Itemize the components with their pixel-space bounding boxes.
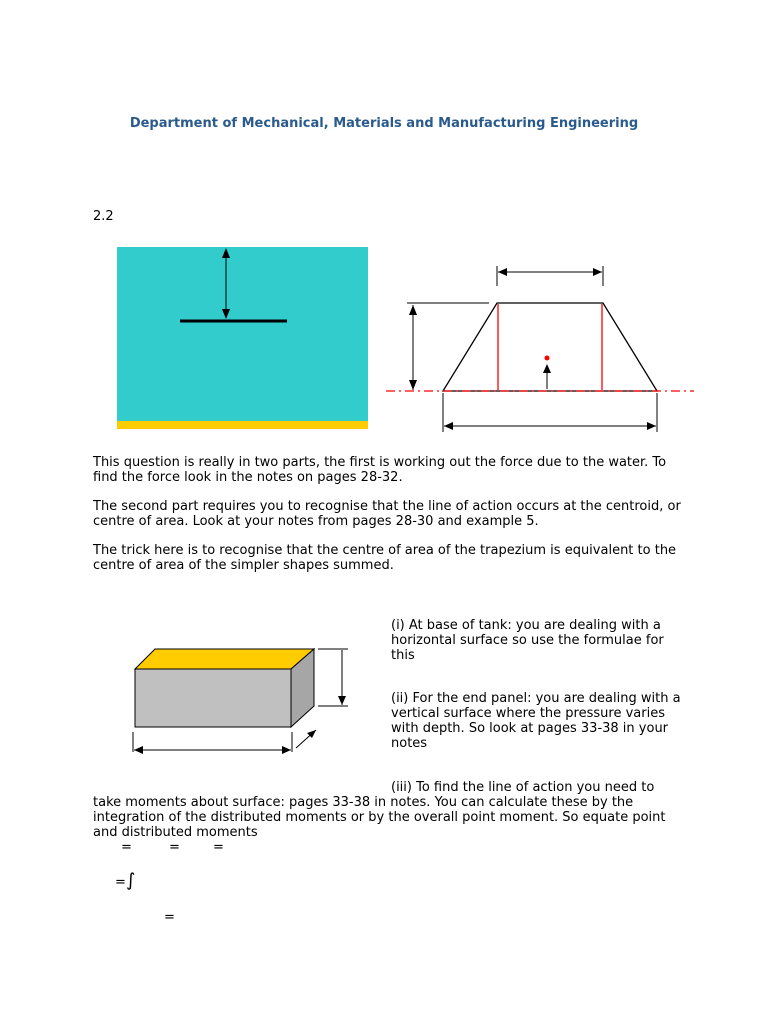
integral-sign: ∫ — [126, 870, 136, 891]
box-figure — [128, 644, 352, 756]
paragraph-line-of-action: The second part requires you to recognise that the line of action occurs at the centroid, or centre of area. Look at your notes from pages 28-30 and example 5. — [93, 499, 681, 529]
trapezium-figure — [384, 262, 696, 436]
trapezium-panel — [443, 303, 657, 391]
box-top-face — [135, 649, 314, 669]
centroid-dot — [545, 356, 550, 361]
box-height-arrow-icon — [318, 649, 348, 706]
centroid-arrow-icon — [543, 364, 551, 389]
tank-base — [117, 421, 368, 429]
department-header: Department of Mechanical, Materials and Manufacturing Engineering — [129, 116, 639, 131]
water-region — [117, 247, 368, 421]
equals-sign-3: = — [213, 840, 224, 855]
box-length-arrow-icon — [133, 732, 292, 754]
step-base-of-tank: (i) At base of tank: you are dealing with a horizontal surface so use the formulae for this — [391, 618, 664, 663]
step-end-panel: (ii) For the end panel: you are dealing with a vertical surface where the pressure varies with depth. So look at pages 33-38 in your notes — [391, 691, 681, 751]
equals-sign-1: = — [121, 840, 132, 855]
bottom-width-arrow-icon — [443, 393, 657, 432]
box-depth-arrow-icon — [296, 730, 316, 748]
paragraph-trapezium-trick: The trick here is to recognise that the centre of area of the trapezium is equivalent to the centre of area of the simpler shapes summed. — [93, 543, 677, 573]
equals-sign-2: = — [169, 840, 180, 855]
top-width-arrow-icon — [497, 266, 603, 286]
box-front-face — [135, 669, 291, 727]
step-line-of-action-first: (iii) To find the line of action you need to — [391, 780, 655, 795]
equals-sign-5: = — [164, 910, 175, 925]
step-line-of-action-rest: take moments about surface: pages 33-38 in notes. You can calculate these by the integration of the distributed moments or by the overall point moment. So equate point and distributed moments — [93, 795, 666, 840]
tank-figure — [117, 244, 369, 430]
equals-sign-4: = — [115, 875, 126, 890]
height-arrow-icon — [407, 303, 489, 390]
paragraph-force: This question is really in two parts, the first is working out the force due to the water. To find the force look in the notes on pages 28-32. — [93, 455, 667, 485]
question-number: 2.2 — [93, 209, 114, 224]
